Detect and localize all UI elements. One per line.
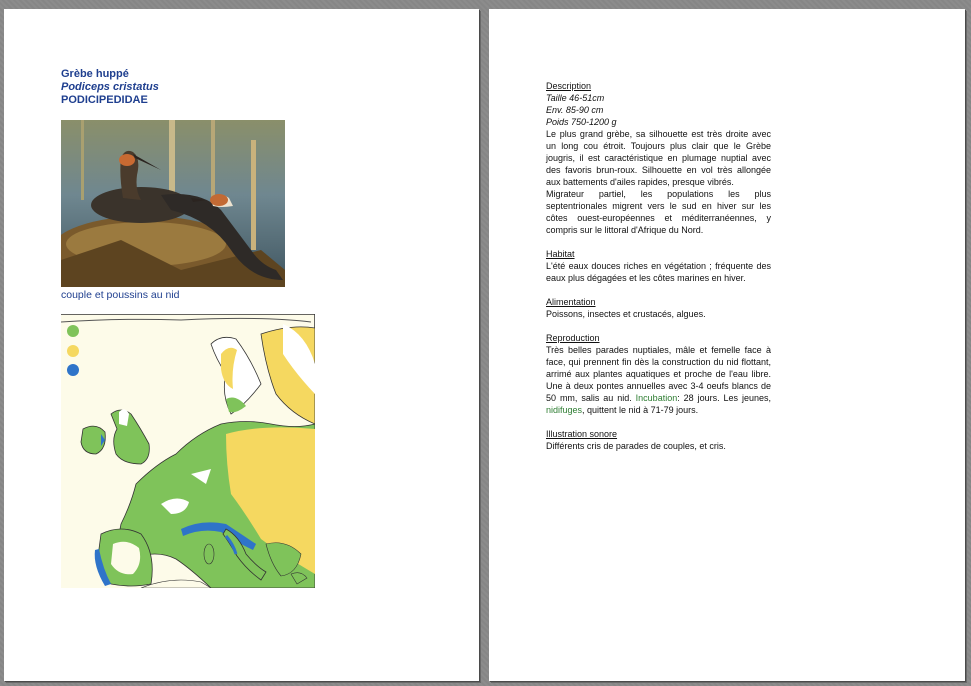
reproduction-heading: Reproduction — [546, 333, 600, 343]
description-paragraph-1: Le plus grand grèbe, sa silhouette est très droite avec un long cou étroit. Toujours plus clair que le Grèbe jougris, il est caractéristique en plumage nuptial avec des favoris brun-roux. Silhouette en vol très allongée aux battements d'ailes rapides, presque vibrés. — [546, 129, 771, 187]
wingspan-line: Env. 85-90 cm — [546, 105, 604, 115]
reproduction-text-part-2: : 28 jours. Les jeunes, — [677, 393, 771, 403]
grebe-nest-photo — [61, 120, 285, 287]
sound-heading: Illustration sonore — [546, 429, 618, 439]
habitat-heading: Habitat — [546, 249, 575, 259]
latin-name: Podiceps cristatus — [61, 81, 159, 93]
habitat-text: L'été eaux douces riches en végétation ; fréquente des eaux plus dégagées et les côtes marines en hiver. — [546, 261, 771, 283]
weight-line: Poids 750-1200 g — [546, 117, 617, 127]
incubation-link[interactable]: Incubation — [635, 393, 678, 403]
right-page — [489, 9, 965, 681]
photo-caption: couple et poussins au nid — [61, 289, 180, 301]
nidifuges-link[interactable]: nidifuges — [546, 405, 583, 415]
species-title-block — [61, 68, 159, 107]
size-line: Taille 46-51cm — [546, 93, 605, 103]
legend-green-dot — [67, 325, 79, 337]
common-name: Grèbe huppé — [61, 68, 129, 80]
left-page — [4, 9, 479, 681]
family-name: PODICIPEDIDAE — [61, 94, 148, 106]
species-text-column — [546, 80, 771, 452]
legend-yellow-dot — [67, 345, 79, 357]
alimentation-heading: Alimentation — [546, 297, 596, 307]
legend-blue-dot — [67, 364, 79, 376]
description-paragraph-2: Migrateur partiel, les populations les plus septentrionales migrent vers le sud en hiver sur les côtes ouest-européennes et méditerranéennes, y compris sur le littoral d'Afrique du Nord. — [546, 189, 771, 235]
reproduction-text-part-1: Très belles parades nuptiales, mâle et femelle face à face, qui prennent fin dès la construction du nid flottant, arrimé aux plantes aquatiques et proche de l'eau libre. Une à deux pontes annuelles avec 3-4 oeufs blancs de 50 mm, salis au nid. — [546, 345, 771, 403]
reproduction-text — [546, 344, 771, 416]
distribution-map — [61, 314, 315, 588]
sound-text: Différents cris de parades de couples, et cris. — [546, 441, 726, 451]
alimentation-text: Poissons, insectes et crustacés, algues. — [546, 309, 706, 319]
description-heading: Description — [546, 81, 592, 91]
reproduction-text-part-3: , quittent le nid à 71-79 jours. — [582, 405, 699, 415]
